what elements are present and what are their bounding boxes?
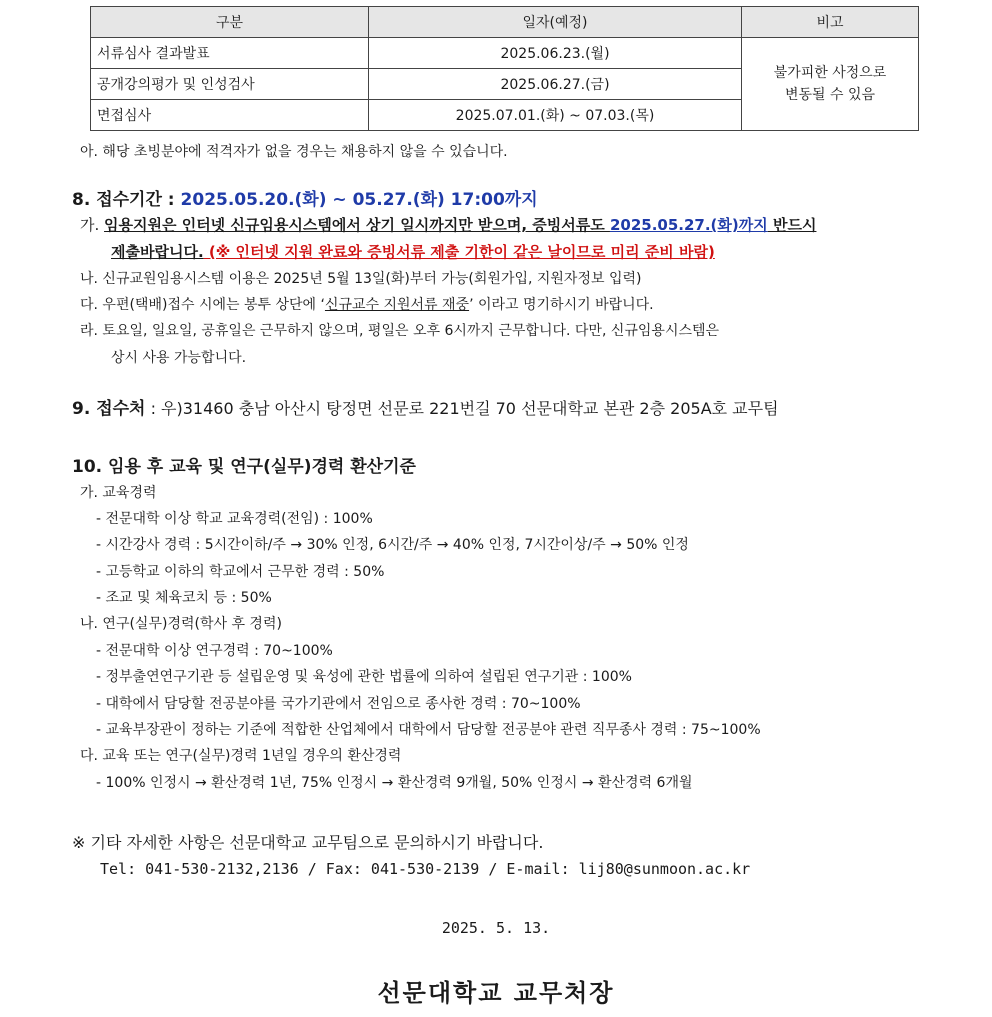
list-item: - 대학에서 담당할 전공분야를 국가기관에서 전임으로 종사한 경력 : 70~100% (96, 696, 581, 712)
section-9-title: 9. 접수처 (72, 399, 146, 419)
s8-item-da (80, 294, 654, 314)
s10-item-ga: 가. 교육경력 (80, 485, 157, 501)
document-date: 2025. 5. 13. (441, 919, 551, 937)
row-label: 공개강의평가 및 인성검사 (91, 69, 369, 100)
table-row (91, 38, 919, 69)
s8-da-mark: 신규교수 지원서류 재중 (324, 297, 470, 313)
row-label: 면접심사 (91, 100, 369, 131)
s8-ga-cont: 제출바랍니다. (111, 243, 204, 261)
signature: 선문대학교 교무처장 (377, 978, 615, 1007)
list-item: - 조교 및 체육코치 등 : 50% (96, 590, 272, 606)
application-period: 2025.05.20.(화) ~ 05.27.(화) 17:00까지 (180, 190, 538, 210)
s8-ga-warning: (※ 인터넷 지원 완료와 증빙서류 제출 기한이 같은 날이므로 미리 준비 바람) (203, 243, 715, 261)
contact-line: Tel: 041-530-2132,2136 / Fax: 041-530-2139 / E-mail: lij80@sunmoon.ac.kr (100, 860, 751, 878)
s8-da-suffix: ’ 이라고 명기하시기 바랍니다. (469, 297, 654, 313)
row-date: 2025.06.23.(월) (369, 38, 742, 69)
list-item: - 100% 인정시 → 환산경력 1년, 75% 인정시 → 환산경력 9개월, 50% 인정시 → 환산경력 6개월 (96, 775, 693, 791)
list-item: - 전문대학 이상 연구경력 : 70~100% (96, 643, 333, 659)
s10-item-da: 다. 교육 또는 연구(실무)경력 1년일 경우의 환산경력 (80, 748, 402, 764)
contact-note: ※ 기타 자세한 사항은 선문대학교 교무팀으로 문의하시기 바랍니다. (72, 833, 544, 852)
s8-ga-main2: 반드시 (767, 216, 817, 234)
s8-da-prefix: 다. 우편(택배)접수 시에는 봉투 상단에 ‘ (80, 297, 325, 313)
list-item: - 교육부장관이 정하는 기준에 적합한 산업체에서 대학에서 담당할 전공분야 관련 직무종사 경력 : 75~100% (96, 722, 761, 738)
row-date: 2025.07.01.(화) ~ 07.03.(목) (369, 100, 742, 131)
list-item: - 고등학교 이하의 학교에서 근무한 경력 : 50% (96, 564, 385, 580)
s8-ga-deadline: 2025.05.27.(화)까지 (609, 216, 768, 234)
s8-item-ga (80, 214, 816, 235)
section-8-title: 8. 접수기간 : (72, 190, 181, 210)
table-header-row (91, 7, 919, 38)
col-header-note: 비고 (742, 7, 919, 38)
s8-item-na: 나. 신규교원임용시스템 이용은 2025년 5월 13일(화)부터 가능(회원가입, 지원자정보 입력) (80, 271, 642, 287)
col-header-category: 구분 (91, 7, 369, 38)
s10-item-na: 나. 연구(실무)경력(학사 후 경력) (80, 616, 282, 632)
s8-ga-prefix: 가. (80, 216, 105, 234)
s8-item-ra-cont: 상시 사용 가능합니다. (111, 350, 247, 366)
section-9-heading (72, 394, 779, 419)
section-8-heading (72, 185, 538, 210)
list-item: - 정부출연연구기관 등 설립운영 및 육성에 관한 법률에 의하여 설립된 연구기관 : 100% (96, 669, 632, 685)
list-item: - 시간강사 경력 : 5시간이하/주 → 30% 인정, 6시간/주 → 40% 인정, 7시간이상/주 → 50% 인정 (96, 537, 689, 553)
s8-item-ga-cont (111, 241, 715, 262)
note-line-1: 불가피한 사정으로 (773, 65, 887, 81)
s8-item-ra: 라. 토요일, 일요일, 공휴일은 근무하지 않으며, 평일은 오후 6시까지 근무합니다. 다만, 신규임용시스템은 (80, 323, 720, 339)
s8-ga-main: 임용지원은 인터넷 신규임용시스템에서 상기 일시까지만 받으며, 증빙서류도 (104, 216, 610, 234)
section-9-address: : 우)31460 충남 아산시 탕정면 선문로 221번길 70 선문대학교 본관 2층 205A호 교무팀 (145, 399, 779, 418)
row-date: 2025.06.27.(금) (369, 69, 742, 100)
section-10-title: 10. 임용 후 교육 및 연구(실무)경력 환산기준 (72, 457, 416, 477)
list-item: - 전문대학 이상 학교 교육경력(전임) : 100% (96, 511, 373, 527)
item-a-no-candidate: 아. 해당 초빙분야에 적격자가 없을 경우는 채용하지 않을 수 있습니다. (80, 144, 508, 160)
schedule-table (90, 6, 919, 131)
col-header-date: 일자(예정) (369, 7, 742, 38)
row-note (742, 38, 919, 131)
row-label: 서류심사 결과발표 (91, 38, 369, 69)
note-line-2: 변동될 수 있음 (784, 87, 876, 103)
